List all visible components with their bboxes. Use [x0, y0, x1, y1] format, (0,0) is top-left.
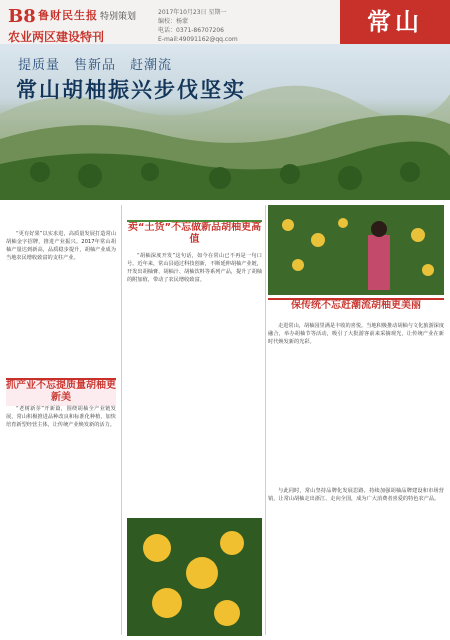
- hero-banner: [0, 44, 450, 200]
- paragraph: 与此同时，常山坚持品牌化发展思路，持续加强胡柚品牌建设和市场营销，让常山胡柚走出浙江、走向全国，成为广大消费者喜爱的特色农产品。: [268, 488, 444, 502]
- section-heading-right-text: 保传统不忘赶潮流胡柚更美丽: [291, 300, 421, 311]
- hero-headline: 常山胡柚振兴步伐坚实: [16, 78, 246, 102]
- hero-kicker: 提质量 售新品 赶潮流: [18, 58, 173, 73]
- section-heading-left-text: 抓产业不忘提质量胡柚更新美: [6, 380, 116, 403]
- article-column-left-lower: [6, 405, 116, 431]
- section-heading-middle-text: 卖“土货”不忘做新品胡柚更高值: [127, 222, 262, 245]
- section-heading-middle: [127, 222, 262, 248]
- header-meta: [158, 8, 238, 44]
- paragraph: 走进常山，胡柚园里满是丰收的喜悦。当地积极推动胡柚与文化旅游深度融合，举办胡柚节等活动，吸引了大批游客前来采摘观光，让传统产业在新时代焕发新的光彩。: [268, 323, 445, 345]
- article-column-right-lower: [268, 487, 444, 505]
- paper-name: 鲁财民生报: [38, 9, 98, 22]
- section-subtitle: 农业两区建设特刊: [8, 30, 105, 44]
- column-divider: [265, 205, 266, 635]
- grapefruit-fruit-photo: [127, 518, 262, 636]
- meta-editor: 编校：杨蒙: [158, 18, 189, 25]
- page-number: B8: [8, 6, 36, 27]
- paragraph: “老树新芽”开新篇，围绕胡柚全产业链发展，常山积极推进品种改良和标准化种植，加快培育新型经营主体，让传统产业焕发新的活力。: [6, 406, 116, 428]
- section-heading-left: [6, 378, 116, 406]
- section-heading-right: [268, 298, 444, 322]
- column-divider: [121, 205, 122, 635]
- paragraph: “胡柚深度开发”这句话，如今在常山已不再是一句口号。近年来，常山县通过科技创新，不断延伸胡柚产业链，开发出胡柚膏、胡柚汁、胡柚饮料等系列产品，提升了胡柚的附加值，带动了农民增收致富。: [127, 253, 262, 283]
- meta-phone: 电话：0371-86707206: [158, 27, 224, 34]
- grapefruit-orchard-photo: [268, 205, 444, 295]
- region-brand: 常山: [340, 0, 450, 44]
- special-label: 特别策划: [100, 12, 137, 22]
- section-divider: [127, 220, 262, 222]
- page-header: [0, 0, 450, 46]
- meta-date: 2017年10月23日 星期一: [158, 9, 227, 16]
- meta-email: E-mail:49091162@qq.com: [158, 36, 238, 43]
- article-column-right: [268, 322, 444, 348]
- article-column-middle: [127, 252, 262, 286]
- paragraph: “更有好果”以实求进，高质量发展打造常山胡柚金字招牌，推进产业振兴。2017年常山胡柚产量达到新高，品质稳步提升，胡柚产业成为当地农民增收致富的支柱产业。: [6, 231, 116, 261]
- article-column-left: [6, 230, 116, 264]
